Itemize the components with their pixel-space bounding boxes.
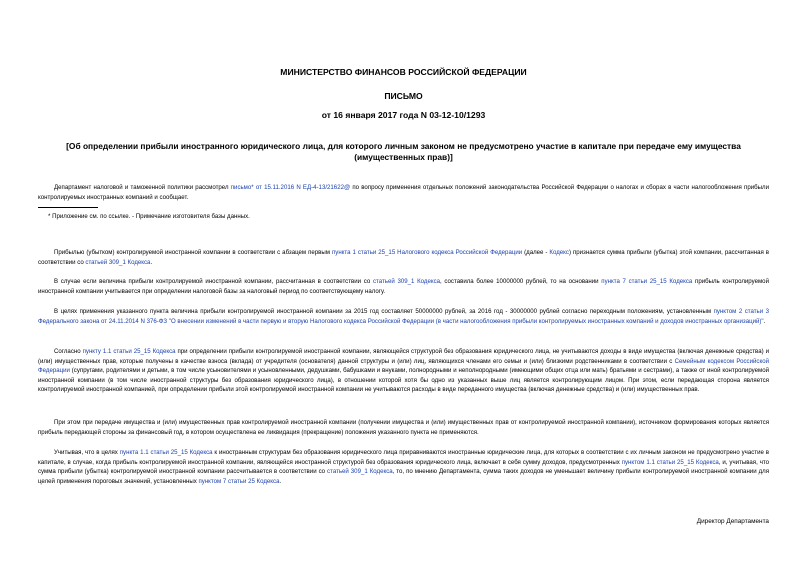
- p5-text-1: При этом при передаче имущества и (или) имущественных прав контролируемой иностранной компании (получении имущества и (или) имущественных прав от контролируемой иностранной компании), источником формирования которых является прибыль передающей стороны за финансовый год, в котором осуществлена ее ликвидация (прекращение) положения указанного пункта не применяются.: [38, 419, 769, 436]
- p4-link-point-1-1[interactable]: пункту 1.1 статьи 25_15 Кодекса: [82, 348, 176, 355]
- p6-text-1: Учитывая, что в целях: [54, 449, 120, 456]
- intro-text-1: Департамент налоговой и таможенной политики рассмотрел: [54, 184, 231, 191]
- p4-text-1: Согласно: [54, 348, 83, 355]
- p6-text-5: .: [279, 477, 282, 485]
- p6-link-point-7[interactable]: пунктом 7 статьи 25 Кодекса: [198, 477, 280, 485]
- p1-text-4: .: [150, 258, 153, 266]
- p2-text-1: В случае если величина прибыли контролируемой иностранной компании, рассчитанная в соответствии со: [54, 278, 373, 285]
- p6-text-2: к иностранным структурам без образования юридического лица приравниваются иностранные юридические лица, для которых в соответствии с их личным законом не предусмотрено участие в капитале, в случае, когда прибыль контролируемой иностранной компании, являющейся иностранной структурой без образования юридического лица, включает в себя сумму доходов, предусмотренных: [38, 449, 769, 466]
- ministry-heading: МИНИСТЕРСТВО ФИНАНСОВ РОССИЙСКОЙ ФЕДЕРАЦИИ: [280, 67, 527, 77]
- footnote-divider: [38, 207, 98, 208]
- p6-text-3: , и, учитывая, что сумма прибыли (убытка) контролируемой иностранной компании рассчитывается в соответствии со: [38, 458, 769, 476]
- p2-text-2: , составила более 10000000 рублей, то на основании: [440, 278, 602, 285]
- p6-text-4: , то, по мнению Департамента, сумма таких доходов не уменьшает величину прибыли контролируемой иностранной компании для целей применения пороговых значений, установленных: [38, 468, 769, 485]
- paragraph-4: [38, 347, 769, 395]
- document-date-number: от 16 января 2017 года N 03-12-10/1293: [321, 110, 486, 120]
- paragraph-6: [38, 448, 769, 486]
- p1-text-1: Прибылью (убытком) контролируемой иностранной компании в соответствии с абзацем первым: [54, 249, 332, 256]
- p6-link-point-1-1-b[interactable]: пунктом 1.1 статьи 25_15 Кодекса: [621, 458, 719, 466]
- p1-link-article-309[interactable]: статьей 309_1 Кодекса: [85, 258, 151, 266]
- p1-text-3: ) признается сумма прибыли (убытка) этой компании, рассчитанная в соответствии со: [38, 249, 769, 266]
- p1-link-code[interactable]: Кодекс: [549, 249, 569, 256]
- document-type: ПИСЬМО: [384, 91, 423, 101]
- p6-link-article-309[interactable]: статьей 309_1 Кодекса: [327, 468, 393, 476]
- footnote: * Приложение см. по ссылке. - Примечание изготовителя базы данных.: [48, 213, 250, 220]
- p1-link-code-article[interactable]: пункта 1 статьи 25_15 Налогового кодекса Российской Федерации: [331, 249, 523, 256]
- signature: Директор Департамента: [696, 518, 769, 525]
- intro-text-2: по вопросу применения отдельных положений законодательства Российской Федерации о налогах и сборах в части налогообложения прибыли контролируемых иностранных компаний и сообщает.: [38, 184, 769, 201]
- paragraph-3: [38, 307, 769, 326]
- intro-paragraph: [38, 183, 769, 202]
- paragraph-2: [38, 277, 769, 296]
- p3-text-2: .: [763, 317, 766, 325]
- p4-text-3: (супругами, родителями и детьми, в том числе усыновителями и усыновленными, дедушками, бабушками и внуками, полнородными и неполнородными (имеющими общих отца или мать) братьями и сестрами), а также от иной контролируемой иностранной компании (в том числе иностранной структуры без образования юридического лица), в отношении которой хотя бы одно из указанных выше лиц является контролирующим лицом. При этом, если передающая сторона является контролируемой иностранной компанией, при определении прибыли этой контролируемой иностранной компании не учитываются расходы в виде переданного имущества (включая денежные средства) и (или) имущественных прав.: [38, 367, 769, 394]
- p3-text-1: В целях применения указанного пункта величина прибыли контролируемой иностранной компании за 2015 год составляет 50000000 рублей, за 2016 год - 30000000 рублей согласно переходным положениям, установленным: [54, 308, 714, 315]
- p2-text-3: прибыль контролируемой иностранной компании учитывается при определении налоговой базы за налоговый период по соответствующему налогу.: [38, 278, 769, 295]
- letter-link[interactable]: письмо* от 15.11.2016 N ЕД-4-13/21622@: [230, 184, 351, 191]
- document-title: [Об определении прибыли иностранного юридического лица, для которого личным законом не предусмотрено участие в капитале при передаче ему имущества (имущественных прав)]: [66, 141, 741, 162]
- p1-text-2: (далее -: [522, 249, 550, 256]
- p2-link-article-309[interactable]: статьей 309_1 Кодекса: [372, 278, 441, 285]
- paragraph-5: [38, 418, 769, 437]
- p2-link-point-7[interactable]: пункта 7 статьи 25_15 Кодекса: [601, 278, 693, 285]
- p6-link-point-1-1[interactable]: пункта 1.1 статьи 25_15 Кодекса: [119, 449, 213, 456]
- paragraph-1: [38, 248, 769, 267]
- p4-link-family-code[interactable]: Семейным кодексом Российской Федерации: [38, 357, 769, 375]
- p3-link-federal-law[interactable]: пунктом 2 статьи 3 Федерального закона от 24.11.2014 N 376-ФЗ "О внесении изменений в части первую и вторую Налогового кодекса Российской Федерации (в части налогообложения прибыли контролируемых иностранных компаний и доходов иностранных организаций)": [38, 308, 770, 325]
- p4-text-2: при определении прибыли контролируемой иностранной компании, являющейся структурой без образования юридического лица, не учитываются доходы в виде имущества (включая денежные средства) и (или) имущественных прав, которые получены в качестве взноса (вклада) от учредителя (основателя) данной структуры и (или) лиц, являющихся членами его семьи и (или) близкими родственниками в соответствии с: [38, 348, 770, 365]
